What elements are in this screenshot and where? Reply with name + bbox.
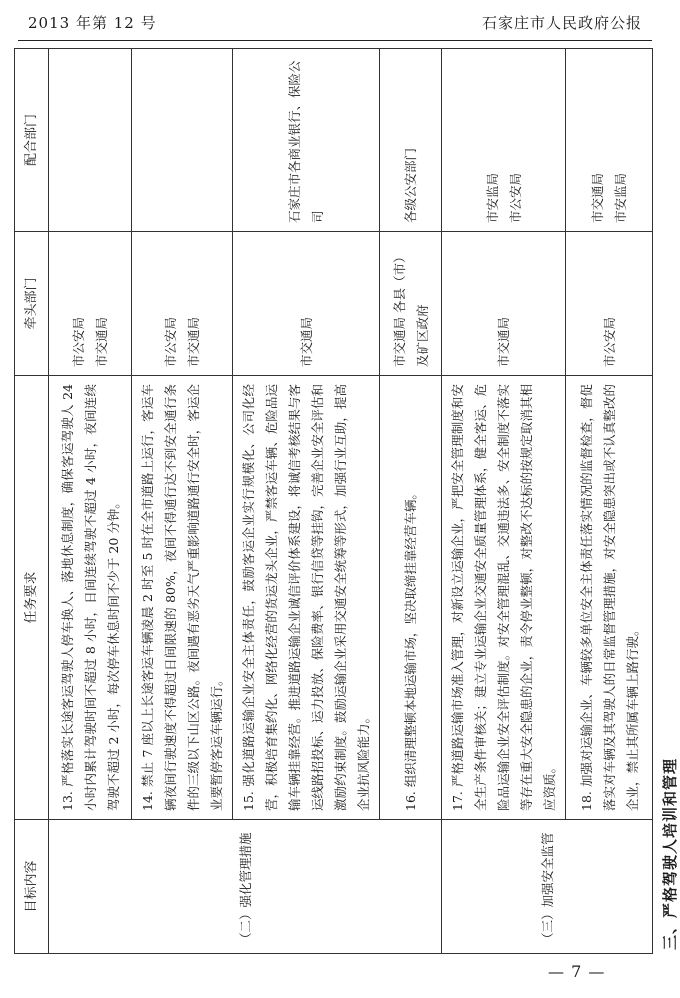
col-header-lead: 牵头部门 xyxy=(15,232,49,376)
table-row xyxy=(132,49,233,954)
col-header-target: 目标内容 xyxy=(15,820,49,954)
lead-cell: 市公安局 xyxy=(566,232,653,376)
lead-cell: 市交通局 xyxy=(442,232,566,376)
table-row xyxy=(566,49,653,954)
task-cell: 14. 禁止 7 座以上长途客运车辆凌晨 2 时至 5 时在全市道路上运行，客运车辆夜间行驶速度不得超过日间限速的 80%，夜间不得通行达不到安全通行条件的三级以下山区公路。夜间遇有恶劣天气严重影响道路通行安全时，客运企业要暂停客运车辆运行。 xyxy=(132,376,233,820)
support-cell xyxy=(49,49,132,232)
support-line: 市安监局 xyxy=(484,172,500,223)
col-header-support: 配合部门 xyxy=(15,49,49,232)
lead-line: 市交通局 xyxy=(186,316,201,367)
header-rule xyxy=(18,40,652,41)
lead-line: 市交通局 xyxy=(94,316,109,367)
task-cell: 17. 严格道路运输市场准入管理，对新设立运输企业，严把安全管理制度和安全生产条件审核关；建立专业运输企业交通安全质量管理体系，健全客运、危险品运输企业安全评估制度。对安全管理混乱、交通违法多、安全制度不落实等存在重大安全隐患的企业，责令停业整顿，对整改不达标的按规定取消其相应资质。 xyxy=(442,376,566,820)
header-publication: 石家庄市人民政府公报 xyxy=(481,14,642,32)
lead-line: 市公安局 xyxy=(163,316,178,367)
page-number: — 7 — xyxy=(548,962,606,981)
task-table xyxy=(14,48,653,954)
lead-cell: 市交通局 各县（市）及矿区政府 xyxy=(380,232,442,376)
lead-cell xyxy=(132,232,233,376)
target-cell: （三）加强安全监管 xyxy=(442,820,653,954)
table-row xyxy=(49,49,132,954)
section-heading: 三、严格驾驶人培训和管理 xyxy=(661,757,679,950)
rotated-page xyxy=(14,49,679,954)
support-cell xyxy=(442,49,566,232)
task-cell: 13. 严格落实长途客运驾驶人停车换人、落地休息制度，确保客运驾驶人 24 小时内累计驾驶时间不超过 8 小时，日间连续驾驶不超过 4 小时，夜间连续驾驶不超过 2 小时，每次停车休息时间不少于 20 分钟。 xyxy=(49,376,132,820)
task-cell: 18. 加强对运输企业、车辆较多单位安全主体责任落实情况的监督检查，督促落实对车辆及其驾驶人的日常监督管理措施，对安全隐患突出或不认真整改的企业，禁止其所属车辆上路行驶。 xyxy=(566,376,653,820)
lead-cell: 市交通局 xyxy=(233,232,380,376)
lead-cell xyxy=(49,232,132,376)
table-header-row xyxy=(15,49,49,954)
support-cell xyxy=(566,49,653,232)
support-cell xyxy=(132,49,233,232)
table-row xyxy=(442,49,566,954)
col-header-task: 任务要求 xyxy=(15,376,49,820)
support-cell: 石家庄市各商业银行、保险公司 xyxy=(233,49,380,232)
header-year-issue: 2013 年第 12 号 xyxy=(28,14,157,32)
task-cell: 16. 组织清理整顿本地运输市场，坚决取缔挂靠经营车辆。 xyxy=(380,376,442,820)
table-row xyxy=(380,49,442,954)
support-line: 市公安局 xyxy=(507,172,523,223)
lead-line: 市公安局 xyxy=(71,316,86,367)
target-cell: （二）强化管理措施 xyxy=(49,820,442,954)
support-line: 市交通局 xyxy=(590,172,605,223)
table-row xyxy=(233,49,380,954)
support-cell: 各级公安部门 xyxy=(380,49,442,232)
support-line: 市安监局 xyxy=(613,172,628,223)
task-cell: 15. 强化道路运输企业安全主体责任，鼓励客运企业实行规模化、公司化经营，积极培育集约化、网络化经营的货运龙头企业，严禁客运车辆、危险品运输车辆挂靠经营。推进道路运输企业诚信评价体系建设，将诚信考核结果与客运线路招投标、运力投放、保险费率、银行信贷等挂钩，完善企业安全评估和激励约束制度。鼓励运输企业采用交通安全统筹等形式，加强行业互助，提高企业抗风险能力。 xyxy=(233,376,380,820)
